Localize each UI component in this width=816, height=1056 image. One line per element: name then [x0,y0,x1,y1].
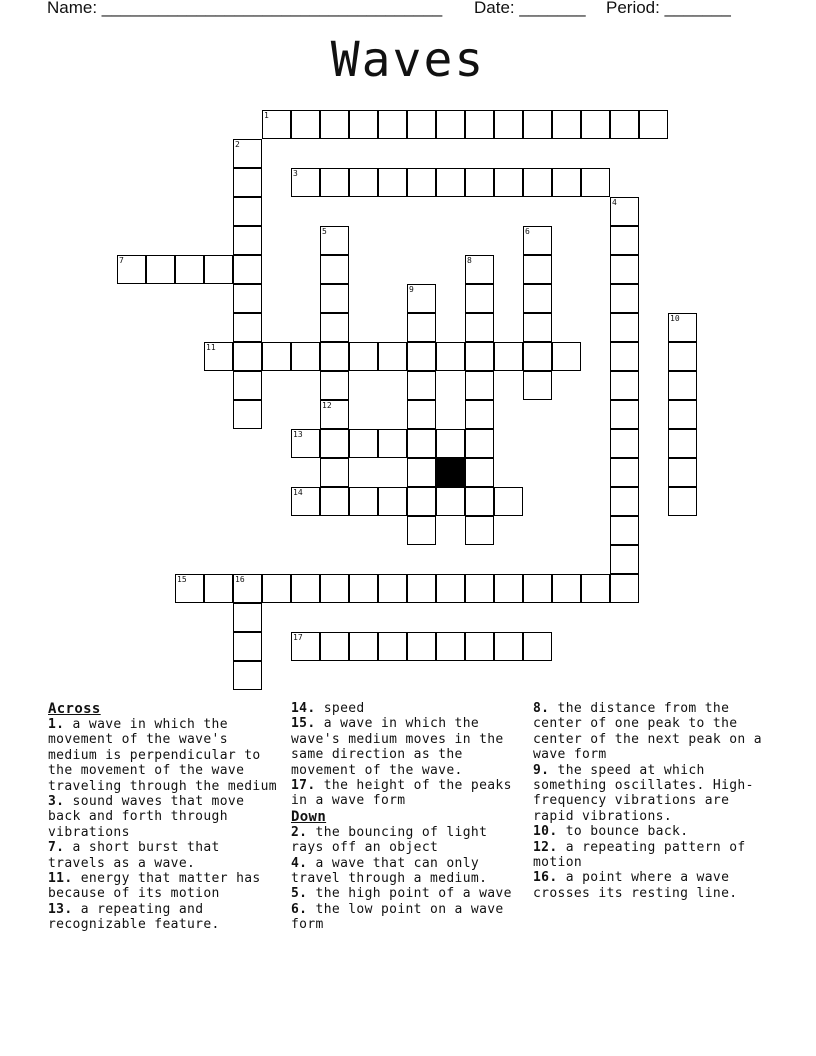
grid-cell[interactable] [523,632,552,661]
grid-cell[interactable] [465,574,494,603]
grid-cell[interactable] [378,632,407,661]
grid-cell[interactable] [204,342,233,371]
grid-cell[interactable] [610,516,639,545]
grid-cell[interactable] [523,226,552,255]
clue-text: the speed at which something oscillates. High-frequency vibrations are rapid vibrations. [533,762,754,824]
grid-cell[interactable] [378,110,407,139]
grid-cell[interactable] [668,371,697,400]
clue-text: speed [323,701,365,716]
grid-cell[interactable] [523,255,552,284]
clue-number: 8. [533,701,550,716]
grid-cell[interactable] [233,603,262,632]
grid-cell[interactable] [436,429,465,458]
grid-cell[interactable] [320,168,349,197]
grid-cell[interactable] [523,313,552,342]
grid-cell[interactable] [233,284,262,313]
clue-number-label: 5 [322,227,327,236]
grid-cell[interactable] [407,284,436,313]
clue-number: 11. [48,871,73,887]
grid-cell[interactable] [320,342,349,371]
clue-across-1 [48,717,284,794]
grid-cell[interactable] [494,342,523,371]
grid-cell[interactable] [407,632,436,661]
clues-column-3 [533,701,769,901]
grid-cell[interactable] [668,429,697,458]
clue-across-3 [48,794,284,840]
grid-cell[interactable] [320,458,349,487]
grid-cell[interactable] [465,632,494,661]
grid-cell[interactable] [610,429,639,458]
grid-cell[interactable] [407,110,436,139]
clue-number: 17. [291,778,316,794]
clue-number: 15. [291,716,316,732]
clue-text: the height of the peaks in a wave form [291,778,512,809]
grid-cell[interactable] [581,110,610,139]
grid-cell[interactable] [465,516,494,545]
grid-cell[interactable] [610,342,639,371]
grid-cell[interactable] [320,371,349,400]
grid-cell[interactable] [320,400,349,429]
grid-cell[interactable] [668,400,697,429]
grid-cell[interactable] [407,574,436,603]
grid-cell[interactable] [610,313,639,342]
grid-cell[interactable] [552,574,581,603]
clue-text: a wave in which the wave's medium moves in the same direction as the movement of the wave. [291,716,504,778]
clue-text: the high point of a wave [315,886,512,902]
clue-number-label: 2 [235,140,240,149]
grid-cell[interactable] [436,574,465,603]
grid-cell[interactable] [639,110,668,139]
grid-cell[interactable] [378,487,407,516]
clue-text: a point where a wave crosses its resting line. [533,870,738,901]
grid-cell[interactable] [610,255,639,284]
clue-across-14 [291,701,527,716]
grid-cell[interactable] [349,574,378,603]
clue-text: a wave that can only travel through a medium. [291,855,488,887]
grid-cell[interactable] [465,313,494,342]
clue-number-label: 12 [322,401,332,410]
grid-cell[interactable] [320,574,349,603]
grid-cell[interactable] [291,574,320,603]
grid-cell[interactable] [523,284,552,313]
clues-column-1 [48,701,284,933]
clue-number: 4. [291,855,308,871]
clue-number: 16. [533,870,558,886]
grid-cell[interactable] [262,342,291,371]
grid-cell[interactable] [465,255,494,284]
clue-across-13 [48,902,284,933]
grid-cell[interactable] [465,458,494,487]
grid-cell[interactable] [204,255,233,284]
grid-cell[interactable] [436,168,465,197]
grid-cell[interactable] [523,168,552,197]
clue-down-8 [533,701,769,763]
down-heading: Down [291,808,327,825]
clue-number: 9. [533,762,550,778]
clues-column-2 [291,701,527,933]
clue-number: 10. [533,824,558,840]
grid-cell[interactable] [465,371,494,400]
grid-cell[interactable] [610,371,639,400]
grid-cell[interactable] [320,284,349,313]
grid-cell[interactable] [407,313,436,342]
grid-cell[interactable] [523,342,552,371]
grid-cell[interactable] [610,110,639,139]
grid-cell[interactable] [407,400,436,429]
grid-cell[interactable] [291,168,320,197]
clue-number-label: 15 [177,575,187,584]
grid-cell[interactable] [233,197,262,226]
clue-across-11 [48,871,284,902]
grid-cell[interactable] [552,342,581,371]
grid-cell[interactable] [233,168,262,197]
clue-number-label: 4 [612,198,617,207]
clue-text: a repeating and recognizable feature. [48,901,220,933]
clue-text: the low point on a wave form [291,901,504,933]
grid-cell[interactable] [436,342,465,371]
clue-down-4 [291,856,527,887]
grid-cell[interactable] [320,226,349,255]
grid-cell[interactable] [494,168,523,197]
grid-cell[interactable] [291,487,320,516]
grid-cell[interactable] [610,197,639,226]
clue-number-label: 6 [525,227,530,236]
clue-down-16 [533,870,769,901]
grid-cell[interactable] [668,487,697,516]
grid-cell[interactable] [436,487,465,516]
grid-cell[interactable] [233,255,262,284]
grid-cell[interactable] [610,487,639,516]
grid-cell[interactable] [233,371,262,400]
grid-cell[interactable] [668,458,697,487]
clue-text: the bouncing of light rays off an object [291,824,488,856]
grid-cell[interactable] [581,574,610,603]
clue-text: to bounce back. [565,824,689,840]
grid-cell[interactable] [552,110,581,139]
clue-number-label: 8 [467,256,472,265]
clue-text: the distance from the center of one peak to the center of the next peak on a wave form [533,701,762,763]
clue-number: 3. [48,794,65,810]
grid-cell[interactable] [320,632,349,661]
grid-cell[interactable] [407,371,436,400]
grid-cell[interactable] [117,255,146,284]
grid-cell[interactable] [320,313,349,342]
grid-cell[interactable] [320,487,349,516]
grid-cell[interactable] [320,110,349,139]
clue-down-6 [291,902,527,933]
grid-cell[interactable] [378,168,407,197]
grid-cell[interactable] [465,110,494,139]
clue-across-7 [48,840,284,871]
clue-down-5 [291,886,527,901]
grid-cell[interactable] [407,516,436,545]
clue-across-17 [291,778,527,809]
grid-cell[interactable] [465,487,494,516]
grid-cell[interactable] [494,632,523,661]
clue-number: 12. [533,839,558,855]
grid-cell[interactable] [349,487,378,516]
grid-cell[interactable] [349,110,378,139]
grid-cell[interactable] [523,574,552,603]
grid-cell[interactable] [320,429,349,458]
grid-cell[interactable] [668,342,697,371]
clue-number-label: 17 [293,633,303,642]
grid-cell[interactable] [465,284,494,313]
across-heading: Across [48,701,101,717]
grid-cell[interactable] [465,400,494,429]
grid-cell[interactable] [291,429,320,458]
clue-number: 1. [48,717,65,732]
grid-cell[interactable] [465,342,494,371]
grid-cell[interactable] [610,458,639,487]
clue-number-label: 10 [670,314,680,323]
period-field[interactable]: Period: _______ [606,0,731,17]
grid-cell[interactable] [146,255,175,284]
grid-cell[interactable] [204,574,233,603]
grid-cell[interactable] [668,313,697,342]
grid-cell[interactable] [233,342,262,371]
grid-cell[interactable] [465,429,494,458]
clue-across-15 [291,716,527,778]
grid-cell[interactable] [610,400,639,429]
grid-cell[interactable] [349,429,378,458]
grid-cell[interactable] [233,661,262,690]
clue-number-label: 3 [293,169,298,178]
grid-cell[interactable] [610,574,639,603]
grid-cell[interactable] [320,255,349,284]
grid-cell[interactable] [175,255,204,284]
grid-cell[interactable] [378,342,407,371]
grid-cell[interactable] [407,487,436,516]
grid-cell[interactable] [436,632,465,661]
grid-cell[interactable] [610,284,639,313]
grid-cell[interactable] [610,226,639,255]
grid-cell[interactable] [523,110,552,139]
grid-cell[interactable] [233,574,262,603]
clue-down-9 [533,763,769,825]
grid-cell[interactable] [407,458,436,487]
grid-cell[interactable] [349,632,378,661]
grid-cell[interactable] [465,168,494,197]
grid-cell[interactable] [291,632,320,661]
grid-cell[interactable] [233,400,262,429]
clue-number-label: 16 [235,575,245,584]
clue-text: energy that matter has because of its motion [48,871,261,902]
clue-number: 5. [291,886,308,902]
clue-number-label: 14 [293,488,303,497]
grid-cell[interactable] [291,342,320,371]
clue-down-2 [291,825,527,856]
grid-cell[interactable] [233,632,262,661]
clue-text: sound waves that move back and forth through vibrations [48,794,245,840]
clue-down-12 [533,840,769,871]
clue-number: 2. [291,824,308,840]
grid-cell[interactable] [233,313,262,342]
grid-cell[interactable] [262,574,291,603]
grid-cell[interactable] [407,168,436,197]
grid-cell[interactable] [407,342,436,371]
grid-cell[interactable] [407,429,436,458]
grid-cell[interactable] [291,110,320,139]
grid-cell[interactable] [581,168,610,197]
grid-cell[interactable] [262,110,291,139]
name-field[interactable]: Name: ____________________________________ [47,0,443,17]
grid-cell[interactable] [494,574,523,603]
grid-cell[interactable] [349,342,378,371]
grid-cell[interactable] [378,574,407,603]
grid-cell[interactable] [610,545,639,574]
clue-number: 13. [48,901,73,917]
clue-text: a repeating pattern of motion [533,839,746,871]
grid-cell[interactable] [494,487,523,516]
clue-down-10 [533,824,769,839]
grid-cell[interactable] [233,226,262,255]
grid-cell[interactable] [175,574,204,603]
grid-cell[interactable] [494,110,523,139]
clue-number-label: 9 [409,285,414,294]
grid-cell[interactable] [436,110,465,139]
grid-cell[interactable] [552,168,581,197]
clue-number-label: 1 [264,111,269,120]
puzzle-title: Waves [330,32,486,88]
clue-number: 7. [48,840,65,856]
clue-text: a wave in which the movement of the wave's medium is perpendicular to the movement of the wave traveling through the medium [48,717,277,794]
grid-cell[interactable] [349,168,378,197]
grid-cell[interactable] [233,139,262,168]
clue-number: 14. [291,701,316,716]
date-field[interactable]: Date: _______ [474,0,586,17]
clue-number-label: 11 [206,343,216,352]
clue-number: 6. [291,901,308,917]
clue-text: a short burst that travels as a wave. [48,840,220,871]
grid-cell[interactable] [378,429,407,458]
grid-cell[interactable] [523,371,552,400]
clue-number-label: 7 [119,256,124,265]
clue-number-label: 13 [293,430,303,439]
black-square [436,458,465,487]
